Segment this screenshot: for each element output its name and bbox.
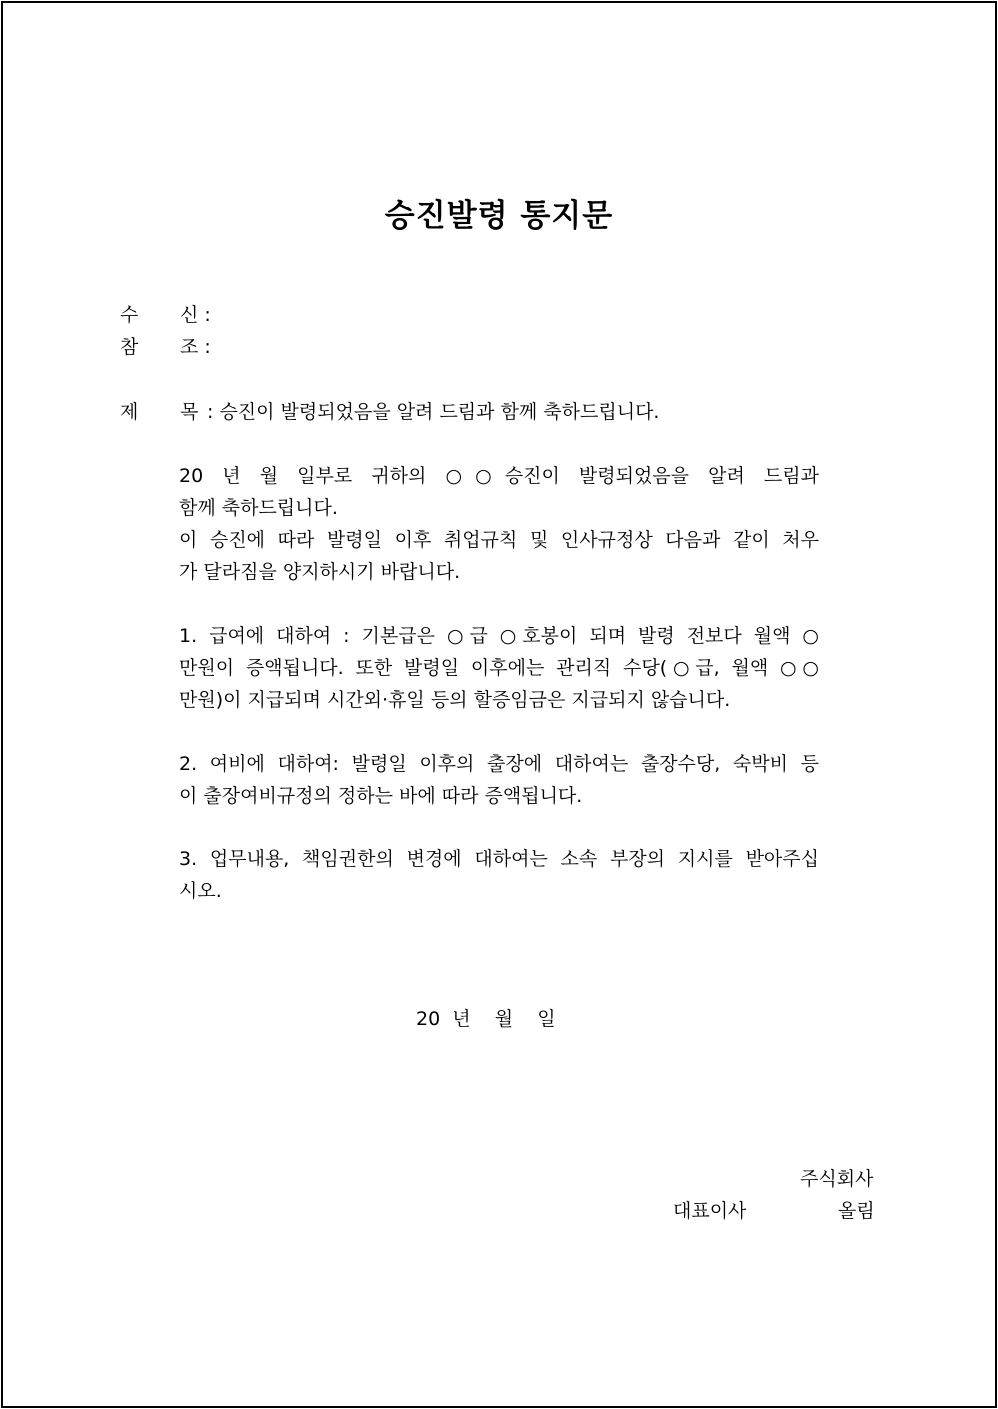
- subject-text: : 승진이 발령되었음을 알려 드림과 함께 축하드립니다.: [207, 401, 660, 423]
- item-1-paragraph: [179, 620, 819, 716]
- item-1-line: 1. 급여에 대하여 : 기본급은 ○급 ○호봉이 되며 발령 전보다 월액 ○: [179, 625, 819, 647]
- item-2-paragraph: [179, 748, 819, 812]
- item-2-line: 2. 여비에 대하여: 발령일 이후의 출장에 대하여는 출장수당, 숙박비 등: [179, 753, 819, 775]
- recipient-label-1: 수: [120, 304, 139, 326]
- intro-line: 이 승진에 따라 발령일 이후 취업규칙 및 인사규정상 다음과 같이 처우: [179, 529, 819, 551]
- item-3-line: 시오.: [179, 880, 222, 902]
- item-3-paragraph: [179, 843, 819, 907]
- company-name: 주식회사: [800, 1168, 874, 1190]
- subject-label-1: 제: [120, 401, 139, 423]
- closing-text: 올림: [838, 1200, 875, 1222]
- item-1-line: 만원)이 지급되며 시간외·휴일 등의 할증임금은 지급되지 않습니다.: [179, 689, 731, 711]
- reference-label-1: 참: [120, 336, 139, 358]
- intro-line: 20 년 월 일부로 귀하의 ○○승진이 발령되었음을 알려 드림과: [179, 465, 819, 487]
- document-title: 승진발령 통지문: [384, 198, 614, 234]
- item-1-line: 만원이 증액됩니다. 또한 발령일 이후에는 관리직 수당(○급, 월액 ○○: [179, 657, 819, 679]
- subject-label-2: 목: [180, 401, 199, 423]
- intro-line: 가 달라짐을 양지하시기 바랍니다.: [179, 561, 461, 583]
- intro-line: 함께 축하드립니다.: [179, 497, 338, 519]
- item-3-line: 3. 업무내용, 책임권한의 변경에 대하여는 소속 부장의 지시를 받아주십: [179, 848, 819, 870]
- date-line: 20 년 월 일: [416, 1008, 556, 1030]
- intro-paragraph: [179, 460, 819, 588]
- recipient-label-2: 신 :: [180, 304, 211, 326]
- ceo-label: 대표이사: [673, 1200, 747, 1222]
- item-2-line: 이 출장여비규정의 정하는 바에 따라 증액됩니다.: [179, 785, 583, 807]
- reference-label-2: 조 :: [180, 336, 211, 358]
